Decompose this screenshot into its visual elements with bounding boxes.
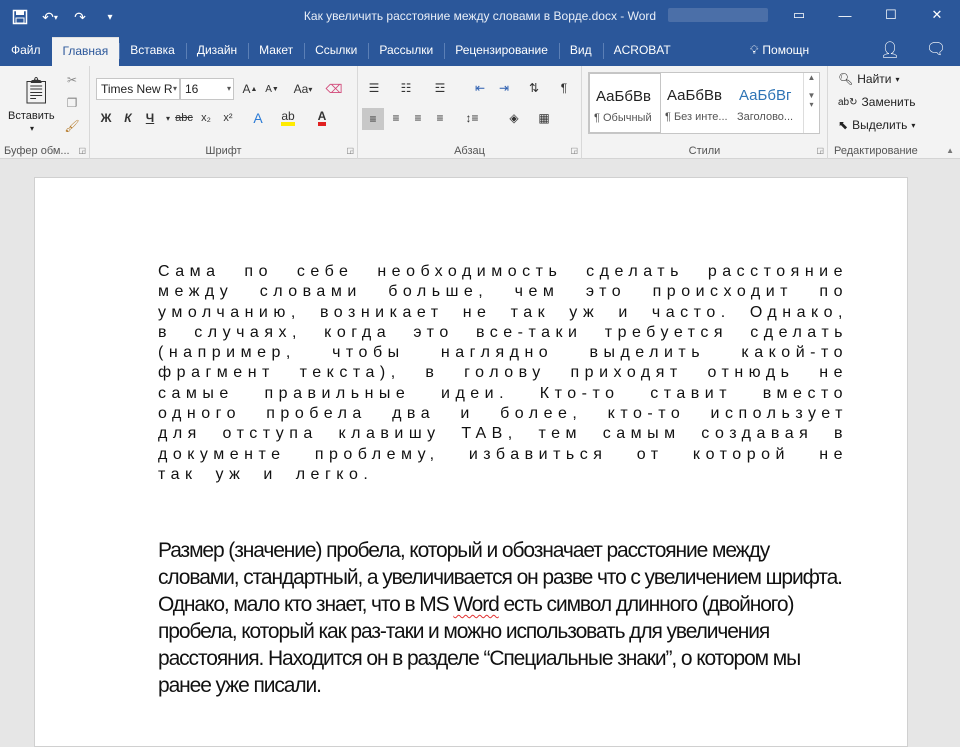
bullets-icon[interactable]: ☰ (368, 81, 380, 95)
paragraph-group (358, 66, 582, 159)
superscript-button[interactable]: x² (223, 112, 233, 124)
font-group (90, 66, 358, 159)
cut-icon[interactable]: ✂ (66, 73, 78, 87)
style-name: Заголово... (737, 111, 794, 123)
style-sample: АаБбВв (596, 88, 651, 105)
account-name-redacted (668, 8, 768, 22)
window-controls (776, 0, 960, 30)
vertical-scrollbar[interactable] (942, 160, 960, 733)
clipboard-group (0, 66, 90, 159)
show-formatting-icon[interactable]: ¶ (560, 81, 568, 95)
numbering-icon[interactable]: ☷ (400, 81, 412, 95)
font-launcher-icon[interactable]: ◲ (346, 146, 354, 155)
tab-separator (119, 43, 120, 59)
style-name: ¶ Без инте... (665, 111, 728, 123)
font-size-value: 16 (185, 82, 199, 96)
paragraph-group-label: Абзац (454, 145, 485, 157)
align-left-icon[interactable]: ≡ (362, 108, 384, 130)
title-bar (0, 0, 960, 35)
paragraph-launcher-icon[interactable]: ◲ (570, 146, 578, 155)
multilevel-list-icon[interactable]: ☲ (434, 81, 446, 95)
tab-file[interactable]: Файл (11, 43, 41, 57)
tell-me-box[interactable] (750, 43, 809, 58)
italic-button[interactable]: К (124, 111, 132, 125)
undo-icon[interactable]: ↶ ▾ (42, 8, 58, 25)
paste-dropdown-icon[interactable]: ▾ (30, 124, 35, 133)
align-center-icon[interactable]: ≡ (392, 111, 400, 125)
font-group-label: Шрифт (205, 145, 242, 157)
clipboard-launcher-icon[interactable]: ◲ (78, 146, 86, 155)
editing-group (828, 66, 960, 159)
replace-icon: ab↻ (838, 96, 858, 108)
line-spacing-icon[interactable]: ↕≡ (465, 111, 479, 125)
ribbon-tabs-bar (0, 35, 960, 66)
minimize-icon[interactable]: — (838, 7, 852, 23)
highlight-icon[interactable]: ab (278, 108, 298, 128)
align-right-icon[interactable]: ≡ (414, 111, 422, 125)
paste-icon[interactable]: 📋︎ (19, 74, 53, 105)
increase-indent-icon[interactable]: ⇥ (498, 81, 510, 95)
clear-formatting-icon[interactable]: ⌫ (325, 82, 343, 96)
tab-separator (603, 43, 604, 59)
decrease-indent-icon[interactable]: ⇤ (474, 81, 486, 95)
replace-button[interactable]: ab↻ Заменить (838, 95, 916, 109)
tab-separator (248, 43, 249, 59)
paste-label[interactable]: Вставить (8, 110, 55, 122)
paragraph-2-text-a: Размер (значение) пробела, который и обозначает расстояние между словами, стандартный, а увеличивается он разве что с увеличением шрифта. Однако, мало кто знает, что в MS (158, 539, 842, 616)
tab-design[interactable]: Дизайн (196, 43, 238, 57)
tab-insert[interactable]: Вставка (130, 43, 175, 57)
styles-scroll[interactable]: ▲ ▼ ▾ (803, 73, 819, 133)
find-dropdown-icon: ▾ (895, 74, 900, 84)
strikethrough-button[interactable]: abc (175, 112, 193, 124)
underline-dropdown-icon[interactable]: ▾ (165, 113, 170, 123)
style-name: ¶ Обычный (594, 112, 652, 124)
lightbulb-icon: 💡︎ (750, 43, 759, 57)
tab-separator (559, 43, 560, 59)
select-dropdown-icon: ▾ (911, 120, 916, 130)
justify-icon[interactable]: ≡ (436, 111, 444, 125)
font-size-dropdown-icon[interactable]: ▾ (226, 84, 231, 93)
shrink-font-icon[interactable]: A ▼ (265, 83, 279, 95)
tab-separator (304, 43, 305, 59)
customize-qat-icon[interactable]: ▾ (107, 11, 113, 23)
collapse-ribbon-icon[interactable]: ▲ (946, 146, 954, 155)
style-sample: АаБбВг (739, 87, 792, 104)
editing-group-label: Редактирование (834, 145, 918, 157)
styles-gallery (588, 72, 820, 134)
style-sample: АаБбВв (667, 87, 722, 104)
font-color-icon[interactable]: A (312, 108, 332, 128)
cursor-icon: ⬉ (838, 118, 849, 132)
sort-icon[interactable]: ⇅ (528, 81, 540, 95)
bold-button[interactable]: Ж (100, 111, 112, 125)
tab-references[interactable]: Ссылки (315, 43, 358, 57)
clipboard-group-label: Буфер обм... (4, 145, 70, 157)
grow-font-icon[interactable]: A ▲ (242, 82, 258, 96)
format-painter-icon[interactable]: 🖌︎ (64, 119, 80, 133)
tab-home[interactable]: Главная (52, 37, 120, 66)
comments-icon[interactable]: 🗨︎ (926, 41, 947, 58)
font-name-value: Times New R (101, 82, 173, 96)
ribbon-display-options-icon[interactable]: ▭ (792, 7, 806, 22)
font-size-combo[interactable] (180, 78, 234, 100)
save-icon[interactable] (8, 6, 32, 28)
find-icon: 🔍︎ (838, 72, 854, 86)
tab-separator (444, 43, 445, 59)
shading-icon[interactable]: ◈ (509, 111, 519, 125)
styles-group (582, 66, 828, 159)
window-title: Как увеличить расстояние между словами в Ворде.docx - Word (303, 9, 657, 23)
document-paragraph-1[interactable]: Сама по себе необходимость сделать расстояние между словами больше, чем это происходит по умолчанию, возникает не так уж и часто. Однако, в случаях, когда это все-таки требуется сделать (например, чтобы наглядно выделить какой-то фрагмент текста), в голову приходят отнюдь не самые правильные идеи. Кто-то ставит вместо одного пробела два и более, кто-то использует для отступа клавишу TAB, тем самым создавая в документе проблему, избавиться от которой не так уж и легко. (158, 263, 848, 483)
text-effects-icon[interactable]: A (253, 110, 263, 126)
tab-separator (368, 43, 369, 59)
spellcheck-word: Word (453, 593, 499, 616)
underline-button[interactable]: Ч (145, 111, 155, 125)
share-icon[interactable]: 👤︎ (880, 42, 901, 59)
font-name-combo[interactable] (96, 78, 180, 100)
style-heading-1[interactable] (733, 73, 803, 133)
tell-me-label: Помощн (762, 43, 810, 57)
style-normal[interactable] (589, 73, 661, 133)
document-paragraph-2[interactable] (158, 537, 848, 699)
redo-icon[interactable]: ↷ (74, 8, 86, 25)
styles-group-label: Стили (688, 145, 721, 157)
tab-view[interactable]: Вид (569, 43, 592, 57)
borders-icon[interactable]: ▦ (538, 111, 550, 125)
subscript-button[interactable]: x₂ (201, 112, 211, 124)
quick-access-toolbar (8, 6, 122, 28)
maximize-icon[interactable]: ☐ (885, 7, 897, 22)
tab-acrobat[interactable]: ACROBAT (613, 43, 671, 57)
change-case-icon[interactable]: Aa ▾ (293, 82, 313, 96)
ribbon-tabs (0, 37, 682, 66)
tab-separator (186, 43, 187, 59)
font-name-dropdown-icon[interactable]: ▾ (172, 84, 177, 93)
tab-layout[interactable]: Макет (259, 43, 294, 57)
style-no-spacing[interactable] (661, 73, 733, 133)
paragraph-2-text-b: есть символ длинного (двойного) пробела, который как раз-таки и можно использовать для увеличения расстояния. Находится он в разделе “Специальные знаки”, о котором мы ранее уже писали. (158, 593, 801, 697)
copy-icon[interactable]: ❐ (66, 96, 78, 110)
styles-launcher-icon[interactable]: ◲ (816, 146, 824, 155)
select-button[interactable]: ⬉ Выделить ▾ (838, 118, 916, 132)
tab-review[interactable]: Рецензирование (455, 43, 548, 57)
close-icon[interactable]: ✕ (931, 7, 943, 22)
find-button[interactable]: 🔍︎ Найти ▾ (838, 72, 900, 86)
tab-mailings[interactable]: Рассылки (379, 43, 434, 57)
ribbon (0, 66, 960, 159)
